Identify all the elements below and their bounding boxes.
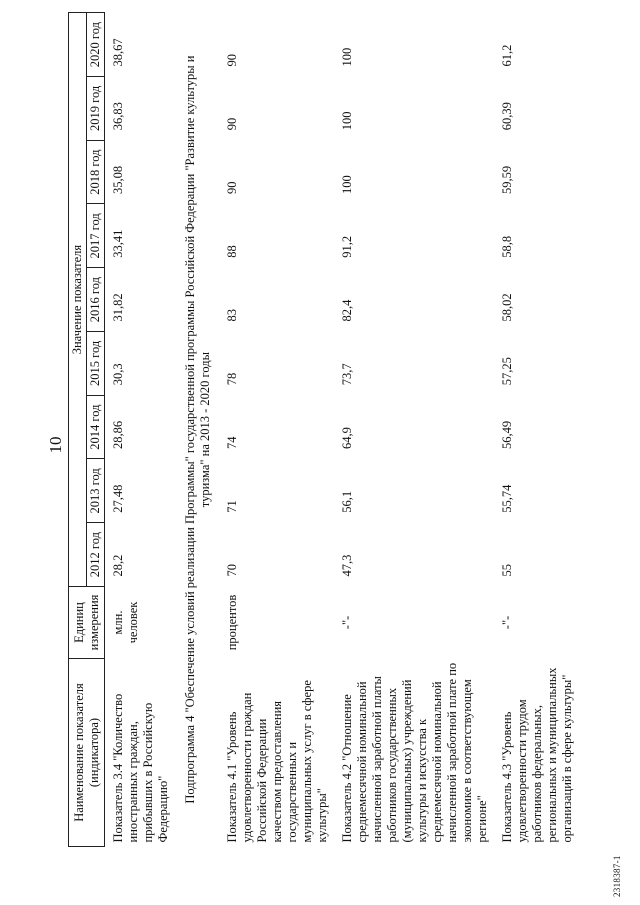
indicator-value: 36,83 (111, 102, 125, 131)
header-year: 2018 год (87, 140, 105, 204)
indicator-value: 100 (340, 111, 354, 131)
subprogram-heading-row (175, 13, 219, 847)
indicator-value: 58,8 (500, 235, 514, 258)
header-unit: Единиц измерения (69, 587, 105, 659)
indicator-name: Показатель 3.4 "Количество иностранных граждан, прибывших в Российскую Федерацию" (111, 693, 170, 843)
indicator-value: 55,74 (500, 484, 514, 513)
table-row (219, 13, 334, 847)
indicator-name: Показатель 4.2 "Отношение среднемесячной номинальной начисленной заработной платы работников государственных (муниципальных) учреждений культуры и искусства к среднемесячной номинальной начисленной заработной плате по экономике в соответствующем регионе" (340, 662, 489, 843)
indicator-value: 59,59 (500, 165, 514, 194)
indicator-unit: процентов (225, 594, 239, 651)
table-row (105, 13, 176, 847)
indicator-value: 82,4 (340, 299, 354, 322)
indicator-name: Показатель 4.3 "Уровень удовлетворенности трудом работников федеральных, региональных и муниципальных организаций в сфере культуры" (500, 667, 574, 843)
indicator-value: 38,67 (111, 38, 125, 67)
indicator-value: 71 (225, 500, 239, 513)
table-row (494, 13, 579, 847)
header-name: Наименование показателя (индикатора) (69, 659, 105, 847)
indicator-unit: млн. человек (111, 601, 140, 644)
table-row (334, 13, 494, 847)
indicator-value: 56,1 (340, 490, 354, 513)
indicator-value: 90 (225, 54, 239, 67)
indicator-value: 56,49 (500, 420, 514, 449)
header-year: 2017 год (87, 204, 105, 268)
subprogram-title: Подпрограмма 4 "Обеспечение условий реализации Программы" государственной программы Российской Федерации "Развитие культуры и туризма" на 2013 - 2020 годы (183, 55, 212, 804)
indicator-unit: -"- (340, 615, 354, 630)
indicator-value: 28,2 (111, 554, 125, 577)
indicator-value: 28,86 (111, 420, 125, 449)
indicator-unit: -"- (500, 615, 514, 630)
header-year: 2015 год (87, 332, 105, 396)
indicator-value: 55 (500, 564, 514, 577)
indicator-table (68, 12, 579, 847)
header-year: 2020 год (87, 13, 105, 77)
indicator-value: 83 (225, 309, 239, 322)
indicator-value: 100 (340, 47, 354, 67)
indicator-value: 27,48 (111, 484, 125, 513)
indicator-value: 74 (225, 436, 239, 449)
indicator-value: 73,7 (340, 363, 354, 386)
header-year: 2014 год (87, 395, 105, 459)
indicator-value: 88 (225, 245, 239, 258)
header-year: 2013 год (87, 459, 105, 523)
indicator-value: 78 (225, 372, 239, 386)
indicator-value: 57,25 (500, 357, 514, 386)
indicator-value: 91,2 (340, 235, 354, 258)
header-year: 2012 год (87, 523, 105, 587)
indicator-value: 100 (340, 175, 354, 194)
page-number: 10 (46, 436, 65, 454)
header-value-group: Значение показателя (69, 13, 87, 587)
indicator-value: 31,82 (111, 293, 125, 322)
indicator-value: 30,3 (111, 363, 125, 386)
header-year: 2016 год (87, 268, 105, 332)
indicator-name: Показатель 4.1 "Уровень удовлетворенности граждан Российской Федерации качеством предоставления государственных и муниципальных услуг в сфере культуры" (225, 680, 329, 843)
indicator-value: 64,9 (340, 427, 354, 449)
indicator-value: 60,39 (500, 102, 514, 131)
indicator-value: 90 (225, 117, 239, 131)
indicator-value: 70 (225, 564, 239, 577)
indicator-value: 47,3 (340, 554, 354, 577)
document-code: 2318387-1 (612, 855, 622, 897)
indicator-value: 58,02 (500, 293, 514, 322)
indicator-value: 90 (225, 181, 239, 194)
indicator-value: 61,2 (500, 44, 514, 67)
header-year: 2019 год (87, 77, 105, 141)
indicator-value: 33,41 (111, 229, 125, 258)
indicator-value: 35,08 (111, 165, 125, 194)
